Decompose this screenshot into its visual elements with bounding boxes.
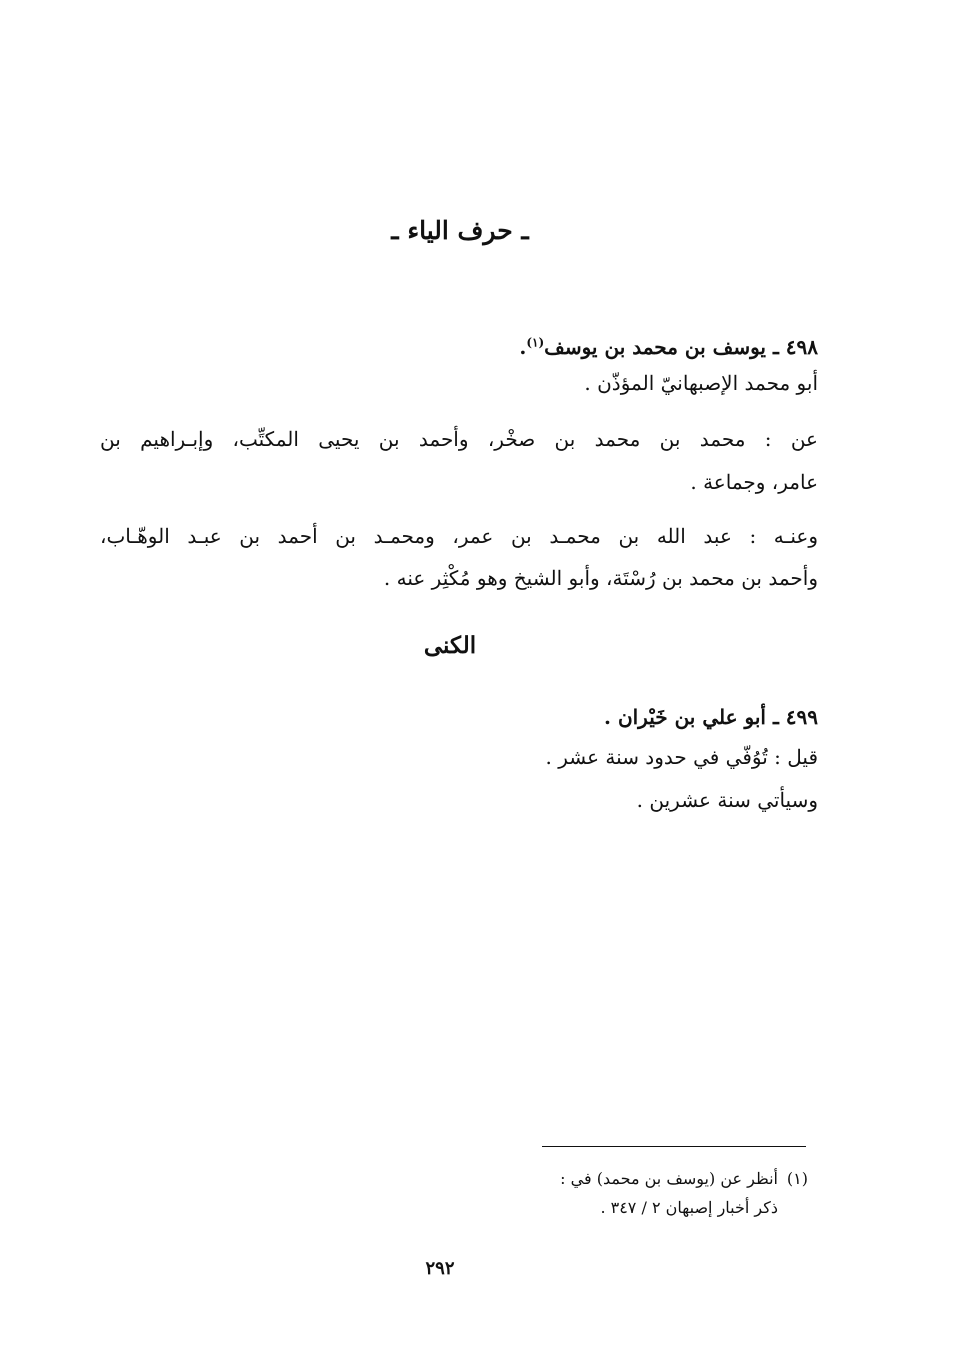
footnote-divider [542,1146,806,1147]
entry-499-death-note: قيل : تُوُفّي في حدود سنة عشر . [545,745,818,769]
entry-498-heading [100,331,818,363]
entry-498-from-line-2: عامر، وجماعة . [690,470,818,494]
section-title-kunya: الكنى [423,632,477,659]
footnote-text-1: أنظر عن (يوسف بن محمد) في : [560,1169,778,1188]
entry-498-from-line-1: عن : محمد بن محمد بن صخْر، وأحمد بن يحيى المكتِّب، وإبـراهيم بن [100,427,818,451]
entry-498-title: ٤٩٨ ـ يوسف بن محمد بن يوسف [544,335,818,359]
entry-498-students-line-1: وعنـه : عبد الله بن محمـد بن عمر، ومحمـد بن أحمد بن عبـد الوهّـاب، [100,524,818,548]
footnote-1-line-2: ذكر أخبار إصبهان ٢ / ٣٤٧ . [600,1198,778,1217]
footnote-1-line-1 [560,1167,808,1191]
page-number: ٢٩٢ [425,1258,455,1279]
entry-498-students-line-2: وأحمد بن محمد بن رُسْتَة، وأبو الشيخ وهو مُكْثِر عنه . [383,566,818,590]
entry-499-heading: ٤٩٩ ـ أبو علي بن خَيْران . [604,705,818,729]
chapter-title: ـ حرف الياء ـ [391,216,529,245]
footnote-reference: (١) [526,335,545,350]
entry-498-heading-end: . [519,335,527,359]
footnote-number: (١) [786,1169,808,1188]
entry-499-cross-reference: وسيأتي سنة عشرين . [636,788,818,812]
entry-498-kunya: أبو محمد الإصبهانيّ المؤذّن . [584,371,818,395]
